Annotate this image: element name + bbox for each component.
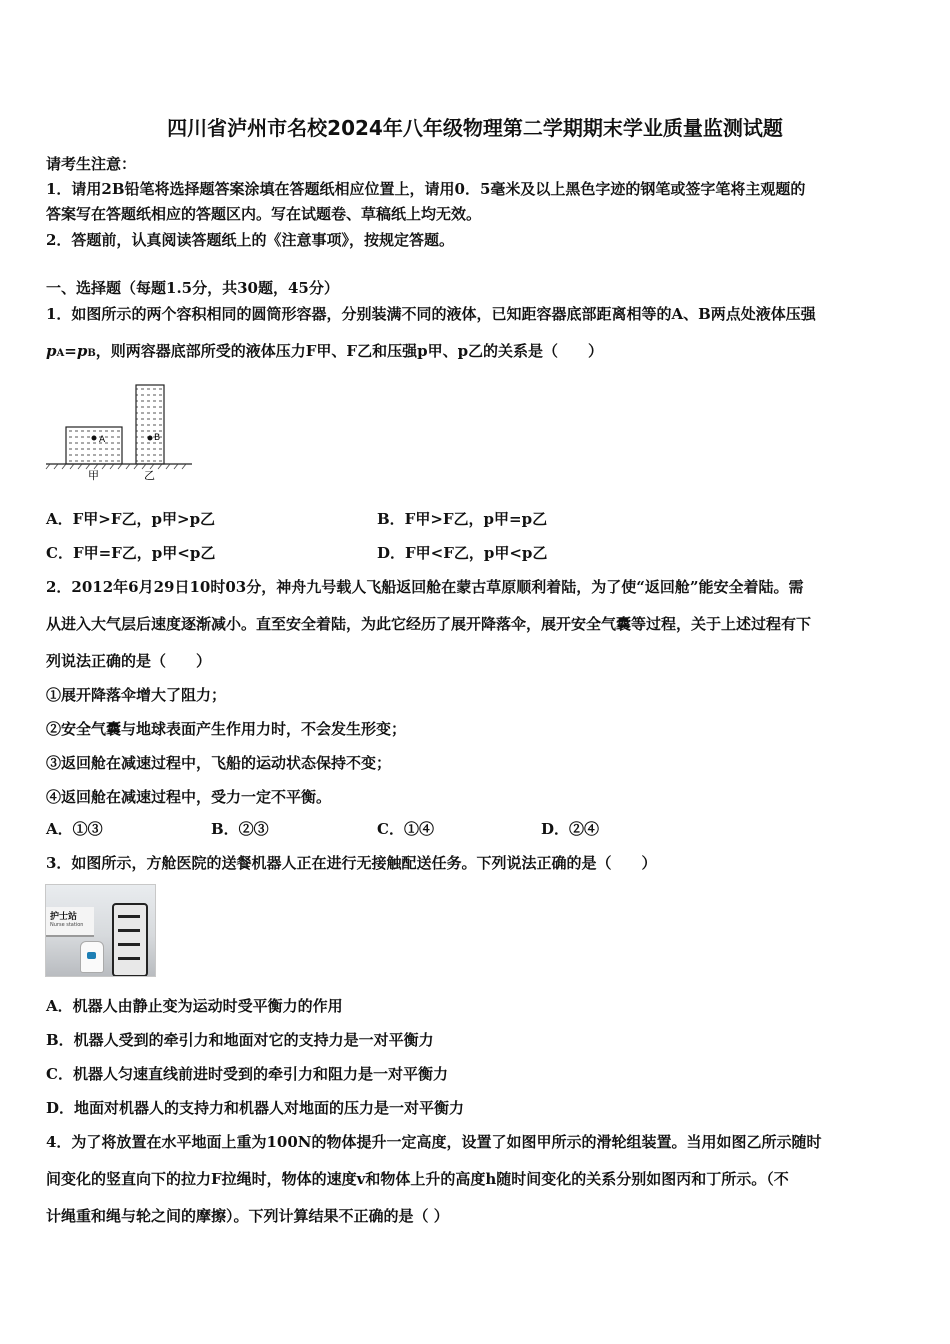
option-c: C．机器人匀速直线前进时受到的牵引力和阻力是一对平衡力 [46, 1065, 448, 1083]
point-a-label: A [99, 435, 106, 445]
option-d: D．F甲<F乙，p甲<p乙 [377, 544, 548, 562]
sign-text-en: Nurse station [50, 922, 84, 928]
section-heading: 一、选择题（每题1.5分，共30题，45分） [46, 279, 339, 297]
point-b [148, 436, 153, 441]
label-yi: 乙 [144, 469, 155, 482]
statement-1: ①展开降落伞增大了阻力； [46, 686, 227, 704]
page-title: 四川省泸州市名校2024年八年级物理第二学期期末学业质量监测试题 [167, 116, 783, 140]
question-4-text: 4．为了将放置在水平地面上重为100N的物体提升一定高度，设置了如图甲所示的滑轮组装置。当用如图乙所示随时 [46, 1133, 822, 1151]
option-d: D．②④ [541, 820, 600, 838]
question-1-text: pA=pB，则两容器底部所受的液体压力F甲、F乙和压强p甲、p乙的关系是（ ） [46, 342, 604, 360]
option-b: B．②③ [211, 820, 269, 838]
statement-3: ③返回舱在减速过程中，飞船的运动状态保持不变； [46, 754, 392, 772]
notice-line: 答案写在答题纸相应的答题区内。写在试题卷、草稿纸上均无效。 [46, 205, 482, 223]
robot-left [80, 941, 104, 973]
label-jia: 甲 [88, 469, 99, 482]
ground-hatch [46, 464, 186, 469]
point-a [92, 436, 97, 441]
robot-right [112, 903, 148, 977]
option-b: B．机器人受到的牵引力和地面对它的支持力是一对平衡力 [46, 1031, 434, 1049]
container-jia [66, 427, 122, 464]
option-c: C．F甲=F乙，p甲<p乙 [46, 544, 216, 562]
notice-heading: 请考生注意： [46, 155, 137, 173]
notice-line: 1．请用2B铅笔将选择题答案涂填在答题纸相应位置上，请用0．5毫米及以上黑色字迹的钢笔或签字笔将主观题的 [46, 180, 806, 198]
statement-2: ②安全气囊与地球表面产生作用力时，不会发生形变； [46, 720, 407, 738]
sign-text: 护士站 [50, 912, 78, 922]
question-3-text: 3．如图所示，方舱医院的送餐机器人正在进行无接触配送任务。下列说法正确的是（ ） [46, 854, 657, 872]
nurse-station-sign [46, 907, 94, 937]
question-4-text: 间变化的竖直向下的拉力F拉绳时，物体的速度v和物体上升的高度h随时间变化的关系分别如图丙和丁所示。（不 [46, 1170, 789, 1188]
question-1-text: 1．如图所示的两个容积相同的圆筒形容器，分别装满不同的液体，已知距容器底部距离相等的A、B两点处液体压强 [46, 305, 816, 323]
option-d: D．地面对机器人的支持力和机器人对地面的压力是一对平衡力 [46, 1099, 465, 1117]
question-2-text: 从进入大气层后速度逐渐减小。直至安全着陆，为此它经历了展开降落伞，展开安全气囊等过程，关于上述过程有下 [46, 615, 812, 633]
option-a: A．机器人由静止变为运动时受平衡力的作用 [46, 997, 343, 1015]
container-yi [136, 385, 164, 464]
question-2-text: 列说法正确的是（ ） [46, 652, 212, 670]
question-4-text: 计绳重和绳与轮之间的摩擦）。下列计算结果不正确的是（ ） [46, 1207, 449, 1225]
containers-diagram [44, 380, 194, 485]
notice-line: 2．答题前，认真阅读答题纸上的《注意事项》，按规定答题。 [46, 231, 454, 249]
option-a: A．①③ [46, 820, 103, 838]
option-a: A．F甲>F乙，p甲>p乙 [46, 510, 216, 528]
option-c: C．①④ [377, 820, 434, 838]
question-2-text: 2．2012年6月29日10时03分，神舟九号载人飞船返回舱在蒙古草原顺利着陆，为了使“返回舱”能安全着陆。需 [46, 578, 804, 596]
point-b-label: B [154, 433, 161, 443]
statement-4: ④返回舱在减速过程中，受力一定不平衡。 [46, 788, 332, 806]
option-b: B．F甲>F乙，p甲=p乙 [377, 510, 548, 528]
robot-photo [45, 884, 156, 977]
